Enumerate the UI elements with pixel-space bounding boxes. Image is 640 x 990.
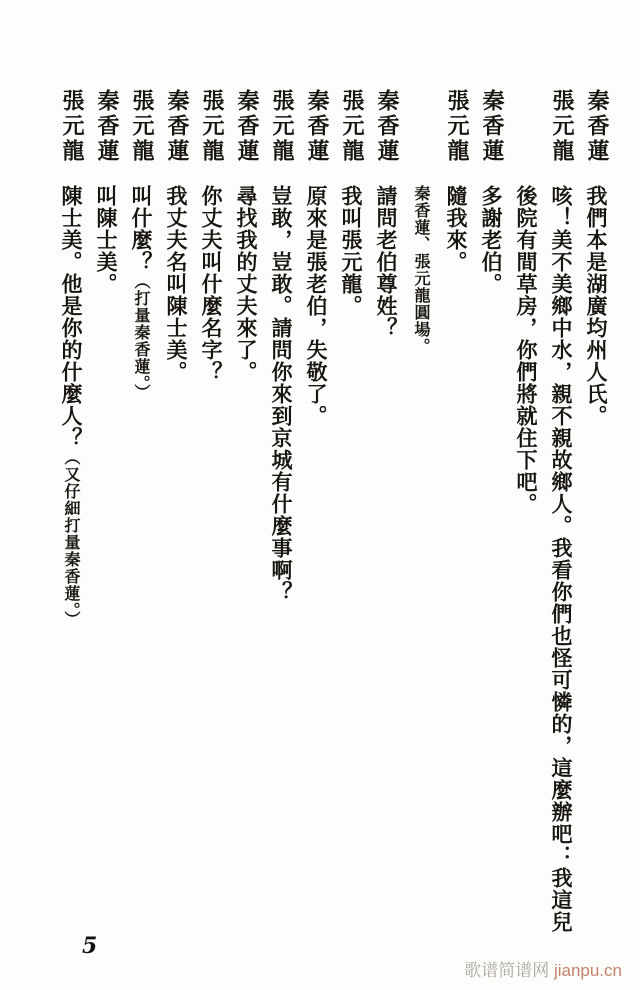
speech-text: 我們本是湖廣均州人氏。 — [584, 185, 609, 427]
speech-text: 叫陳士美。 — [94, 185, 119, 295]
dialogue-line — [89, 89, 124, 933]
dialogue-line — [264, 89, 299, 933]
watermark-site-url: jianpu.cn — [553, 961, 622, 980]
speaker-name: 張元龍 — [59, 89, 85, 164]
speaker-name: 張元龍 — [269, 89, 295, 164]
dialogue-line — [509, 89, 579, 933]
speech-text: 隨我來。 — [444, 185, 469, 273]
watermark-site-name: 歌谱简谱网 — [464, 961, 550, 980]
stage-direction: 秦香蓮、張元龍圓場。 — [412, 185, 431, 355]
dialogue-line — [439, 89, 474, 933]
dialogue-line — [299, 89, 334, 933]
speech-text: 我叫張元龍。 — [339, 185, 364, 317]
stage-direction: （打量秦香蓮。） — [132, 273, 151, 401]
speech-text: 請問老伯尊姓？ — [374, 185, 399, 339]
speaker-name: 張元龍 — [444, 89, 470, 164]
speaker-name: 秦香蓮 — [234, 89, 260, 164]
stage-direction: （又仔細打量秦香蓮。） — [62, 449, 81, 628]
speaker-name: 秦香蓮 — [584, 89, 610, 164]
speech-text: 原來是張老伯，失敬了。 — [304, 185, 329, 427]
dialogue-line — [159, 89, 194, 933]
speech-text: 你丈夫叫什麼名字？ — [199, 185, 224, 383]
dialogue-line — [334, 89, 369, 933]
speech-text: 尋找我的丈夫來了。 — [234, 185, 259, 383]
speaker-name: 秦香蓮 — [304, 89, 330, 164]
speaker-name: 張元龍 — [339, 89, 365, 164]
speaker-name: 張元龍 — [129, 89, 155, 164]
speech-text: 多謝老伯。 — [479, 185, 504, 295]
speech-text: 叫什麼？ — [129, 185, 154, 273]
dialogue-line — [229, 89, 264, 933]
dialogue-line — [194, 89, 229, 933]
speaker-name: 張元龍 — [549, 89, 575, 164]
dialogue-line — [124, 89, 159, 933]
dialogue-line — [369, 89, 404, 933]
speaker-name: 張元龍 — [199, 89, 225, 164]
dialogue-block — [54, 89, 614, 933]
stage-direction-line — [404, 185, 439, 933]
dialogue-line — [54, 89, 89, 933]
speaker-name: 秦香蓮 — [374, 89, 400, 164]
speech-text: 陳士美。他是你的什麼人？ — [59, 185, 84, 449]
speaker-name: 秦香蓮 — [94, 89, 120, 164]
speaker-name: 秦香蓮 — [479, 89, 505, 164]
speech-text: 我丈夫名叫陳士美。 — [164, 185, 189, 383]
dialogue-line — [474, 89, 509, 933]
watermark — [464, 956, 622, 981]
speaker-name: 秦香蓮 — [164, 89, 190, 164]
dialogue-line — [579, 89, 614, 933]
speech-text: 咳！美不美鄉中水，親不親故鄉人。我看你們也怪可憐的，這麼辦吧：我這兒後院有間草房，你們將就住下吧。 — [514, 185, 574, 933]
speech-text: 豈敢，豈敢。請問你來到京城有什麼事啊？ — [269, 185, 294, 603]
page-number: 5 — [82, 933, 98, 959]
